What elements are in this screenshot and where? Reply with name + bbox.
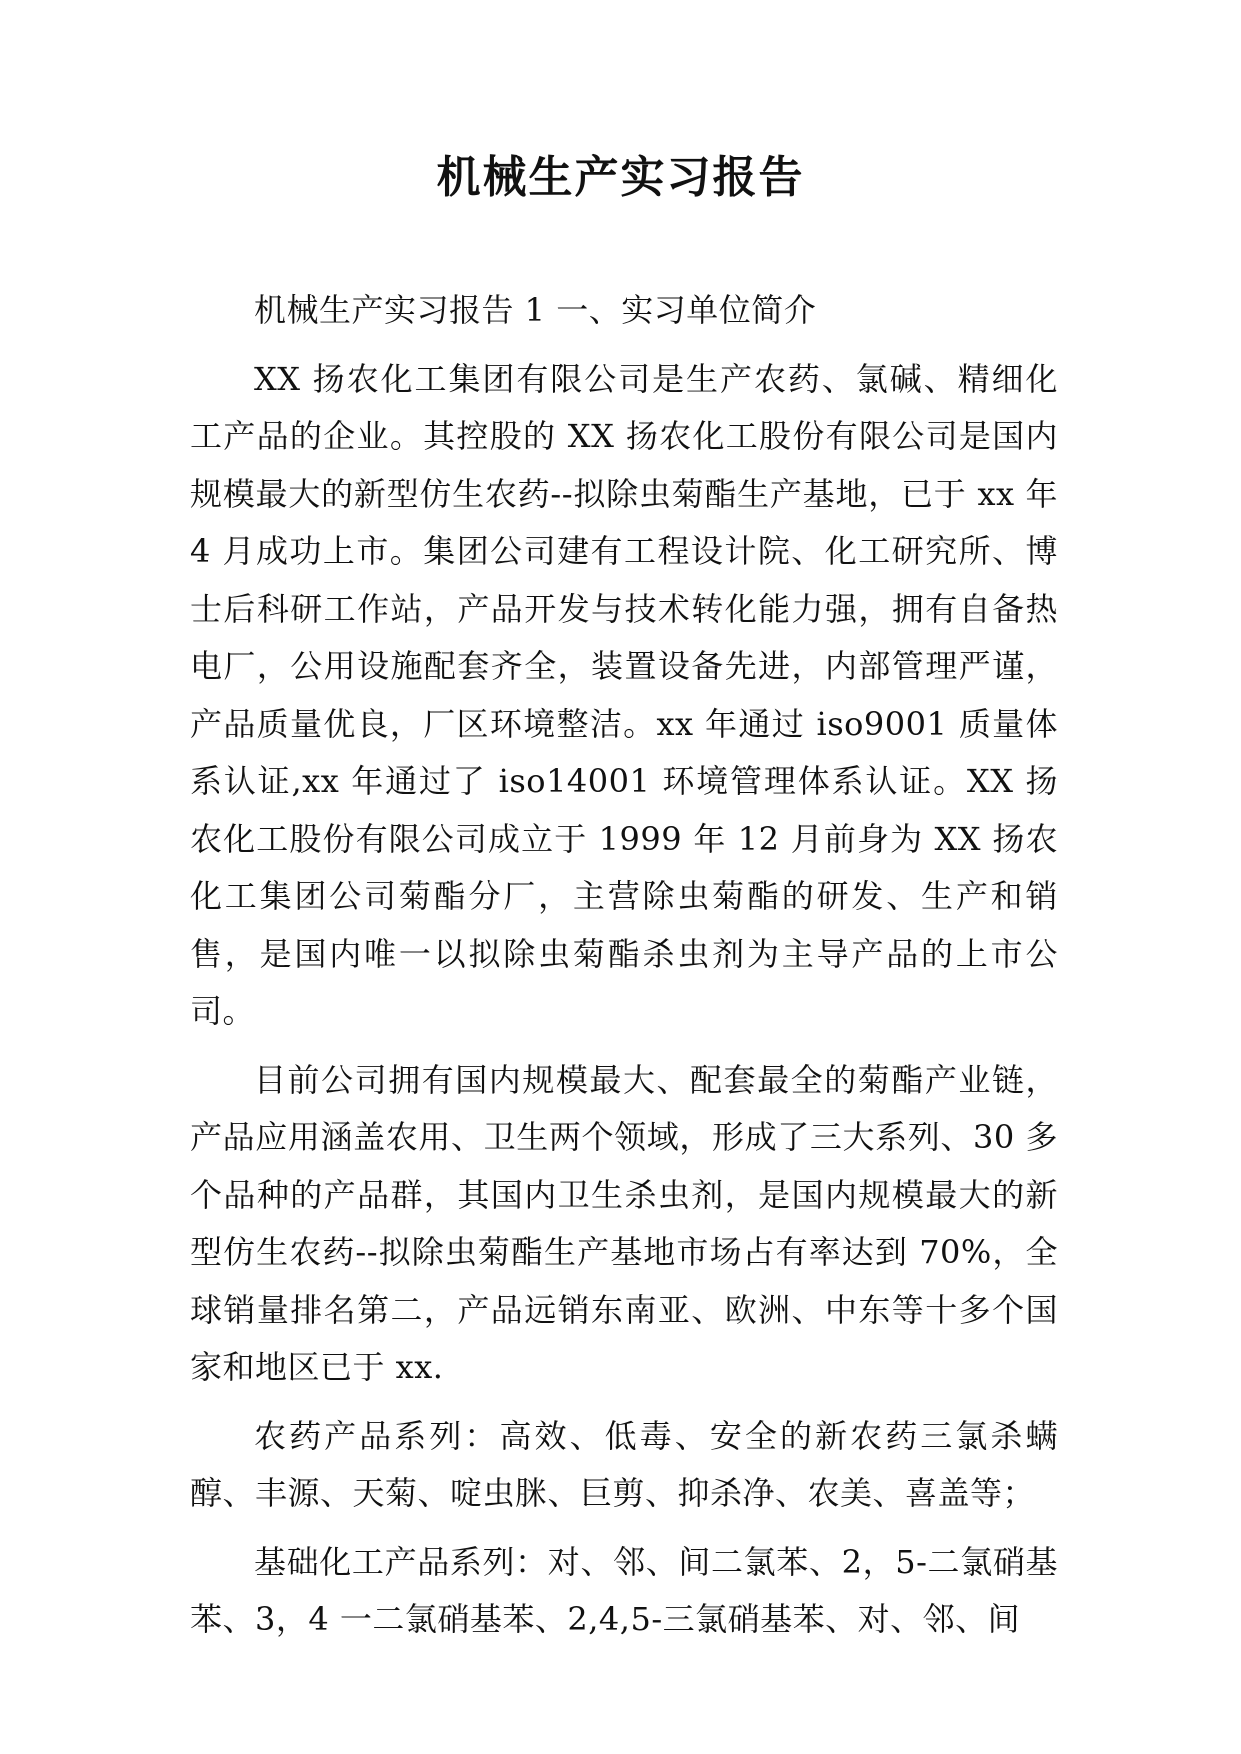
paragraph-industry-chain: 目前公司拥有国内规模最大、配套最全的菊酯产业链，产品应用涵盖农用、卫生两个领域，形成了三大系列、30 多个品种的产品群，其国内卫生杀虫剂，是国内规模最大的新型仿生农药--拟除虫菊酯生产基地市场占有率达到 70%，全球销量排名第二，产品远销东南亚、欧洲、中东等十多个国家和地区已于 xx.	[190, 1060, 1058, 1386]
paragraph-heading: 机械生产实习报告 1 一、实习单位简介	[254, 291, 817, 329]
paragraph-company-intro: XX 扬农化工集团有限公司是生产农药、氯碱、精细化工产品的企业。其控股的 XX 扬农化工股份有限公司是国内规模最大的新型仿生农药--拟除虫菊酯生产基地，已于 xx 年 4 月成功上市。集团公司建有工程设计院、化工研究所、博士后科研工作站，产品开发与技术转化能力强，拥有自备热电厂，公用设施配套齐全，装置设备先进，内部管理严谨，产品质量优良，厂区环境整洁。xx 年通过 iso9001 质量体系认证,xx 年通过了 iso14001 环境管理体系认证。XX 扬农化工股份有限公司成立于 1999 年 12 月前身为 XX 扬农化工集团公司菊酯分厂，主营除虫菊酯的研发、生产和销售，是国内唯一以拟除虫菊酯杀虫剂为主导产品的上市公司。	[190, 359, 1058, 1030]
document-title: 机械生产实习报告	[436, 152, 805, 203]
paragraph-chemical-series: 基础化工产品系列：对、邻、间二氯苯、2，5-二氯硝基苯、3，4 一二氯硝基苯、2,4,5-三氯硝基苯、对、邻、间	[190, 1542, 1058, 1638]
paragraph-pesticide-series: 农药产品系列：高效、低毒、安全的新农药三氯杀螨醇、丰源、天菊、啶虫脒、巨剪、抑杀净、农美、喜盖等；	[190, 1416, 1058, 1512]
document-body	[190, 282, 1058, 1660]
